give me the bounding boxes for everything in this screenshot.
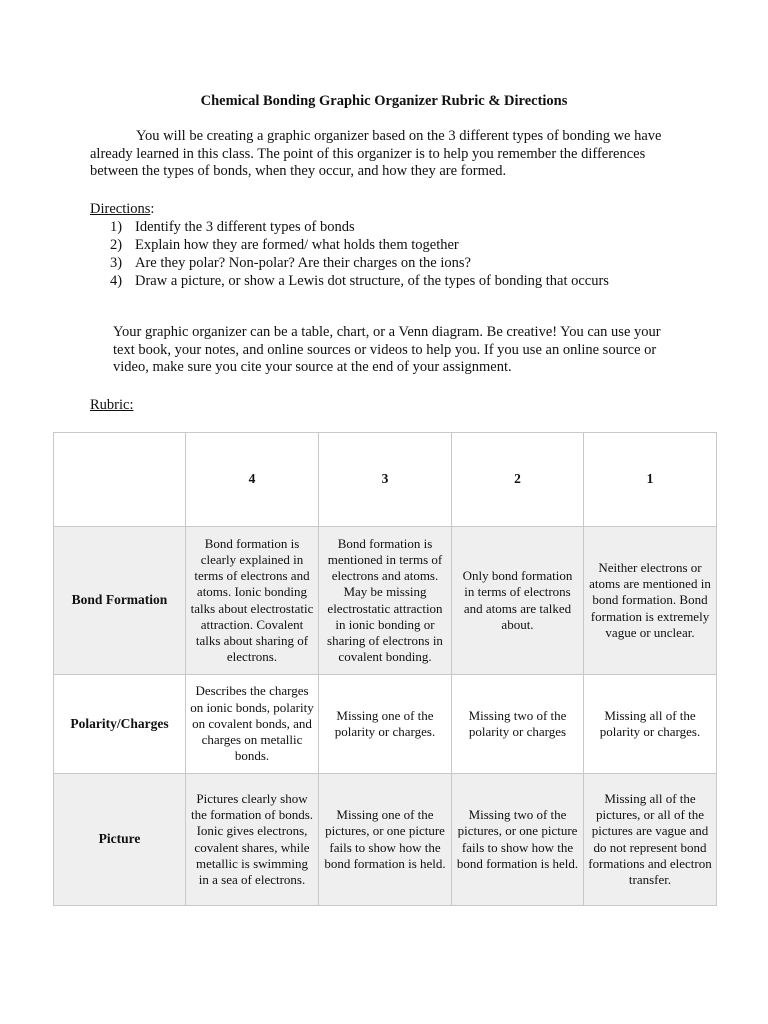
- rubric-header-blank: [54, 433, 186, 527]
- row-criterion: Bond Formation: [54, 527, 186, 675]
- list-item-number: 2): [110, 237, 123, 253]
- directions-list: [110, 218, 609, 290]
- table-row: [54, 675, 717, 774]
- rubric-header-score-4: 4: [186, 433, 319, 527]
- table-cell: Only bond formation in terms of electrons and atoms are talked about.: [452, 527, 584, 675]
- table-cell: Missing one of the polarity or charges.: [319, 675, 452, 774]
- rubric-header-score-1: 1: [584, 433, 717, 527]
- table-cell: Missing two of the polarity or charges: [452, 675, 584, 774]
- table-cell: Bond formation is mentioned in terms of electrons and atoms. May be missing electrostatic attraction in ionic bonding or sharing of electrons in covalent bonding.: [319, 527, 452, 675]
- table-cell: Missing all of the pictures, or all of the pictures are vague and do not represent bond formations and electron transfer.: [584, 774, 717, 906]
- intro-paragraph: You will be creating a graphic organizer based on the 3 different types of bonding we have already learned in this class. The point of this organizer is to help you remember the differences between the types of bonds, when they occur, and how they are formed.: [90, 128, 662, 179]
- table-cell: Bond formation is clearly explained in terms of electrons and atoms. Ionic bonding talks about electrostatic attraction. Covalent talks about sharing of electrons.: [186, 527, 319, 675]
- rubric-label: Rubric:: [90, 397, 134, 413]
- directions-label: Directions: [90, 201, 151, 217]
- table-cell: Missing one of the pictures, or one picture fails to show how the bond formation is held.: [319, 774, 452, 906]
- row-criterion: Polarity/Charges: [54, 675, 186, 774]
- directions-heading: Directions:: [90, 201, 155, 217]
- table-row: [54, 774, 717, 906]
- list-item: [110, 254, 609, 272]
- rubric-header-score-3: 3: [319, 433, 452, 527]
- table-cell: Describes the charges on ionic bonds, polarity on covalent bonds, and charges on metallic bonds.: [186, 675, 319, 774]
- table-row: [54, 527, 717, 675]
- list-item-text: Draw a picture, or show a Lewis dot structure, of the types of bonding that occurs: [135, 273, 609, 289]
- list-item-text: Explain how they are formed/ what holds them together: [135, 237, 459, 253]
- rubric-table: [53, 432, 717, 906]
- list-item-number: 4): [110, 273, 123, 289]
- table-cell: Pictures clearly show the formation of bonds. Ionic gives electrons, covalent shares, while metallic is swimming in a sea of electrons.: [186, 774, 319, 906]
- table-cell: Missing two of the pictures, or one picture fails to show how the bond formation is held.: [452, 774, 584, 906]
- table-cell: Missing all of the polarity or charges.: [584, 675, 717, 774]
- list-item: [110, 218, 609, 236]
- rubric-header-score-2: 2: [452, 433, 584, 527]
- organizer-note-paragraph: Your graphic organizer can be a table, chart, or a Venn diagram. Be creative! You can use your text book, your notes, and online sources or videos to help you. If you use an online source or video, make sure you cite your source at the end of your assignment.: [113, 324, 661, 375]
- list-item: [110, 272, 609, 290]
- list-item-number: 1): [110, 219, 123, 235]
- list-item-number: 3): [110, 255, 123, 271]
- list-item-text: Identify the 3 different types of bonds: [135, 219, 355, 235]
- list-item: [110, 236, 609, 254]
- page-title: Chemical Bonding Graphic Organizer Rubric & Directions: [200, 93, 568, 109]
- row-criterion: Picture: [54, 774, 186, 906]
- table-cell: Neither electrons or atoms are mentioned in bond formation. Bond formation is extremely vague or unclear.: [584, 527, 717, 675]
- list-item-text: Are they polar? Non-polar? Are their charges on the ions?: [135, 255, 471, 271]
- rubric-header-row: [54, 433, 717, 527]
